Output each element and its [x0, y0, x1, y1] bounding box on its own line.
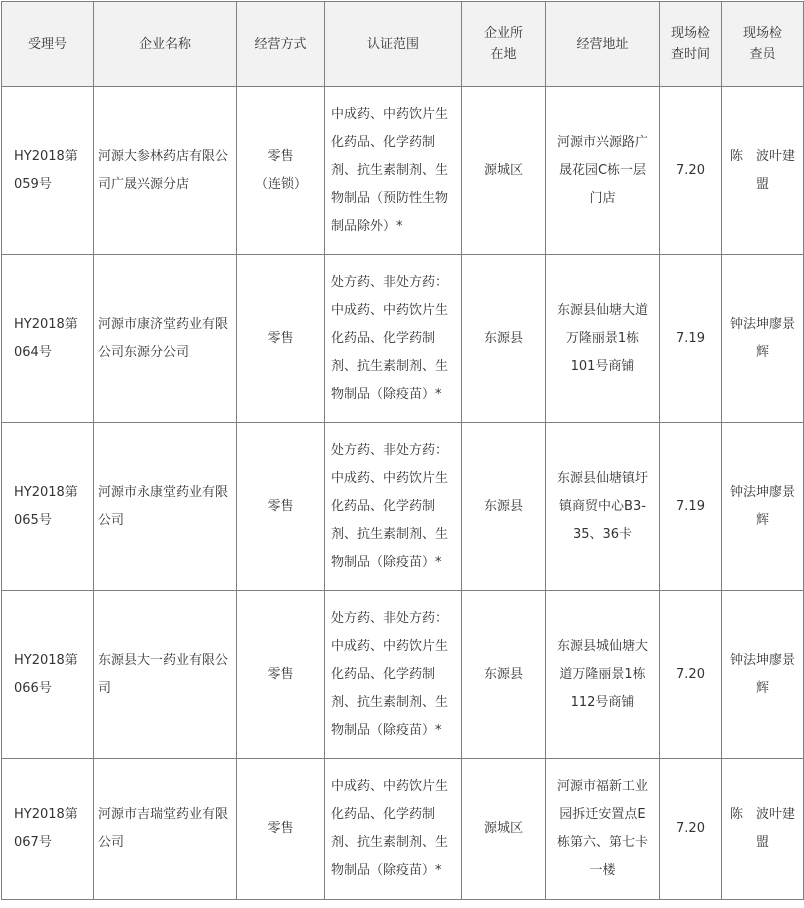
cell-scope: 处方药、非处方药：中成药、中药饮片生化药品、化学药制剂、抗生素制剂、生物制品（除疫苗）* [325, 423, 462, 591]
cell-id: HY2018第067号 [2, 759, 94, 900]
cell-inspector: 钟法坤廖景辉 [722, 255, 804, 423]
table-row [2, 87, 804, 255]
cell-id: HY2018第064号 [2, 255, 94, 423]
cell-inspector: 钟法坤廖景辉 [722, 591, 804, 759]
cell-scope: 中成药、中药饮片生化药品、化学药制剂、抗生素制剂、生物制品（除疫苗）* [325, 759, 462, 900]
cell-mode: 零售 [237, 759, 325, 900]
cell-scope: 中成药、中药饮片生化药品、化学药制剂、抗生素制剂、生物制品（预防性生物制品除外）* [325, 87, 462, 255]
header-address: 经营地址 [546, 2, 660, 87]
cell-name: 东源县大一药业有限公司 [94, 591, 237, 759]
cell-region: 源城区 [462, 759, 546, 900]
cell-region: 东源县 [462, 591, 546, 759]
header-scope: 认证范围 [325, 2, 462, 87]
cell-id: HY2018第066号 [2, 591, 94, 759]
cell-name: 河源市吉瑞堂药业有限公司 [94, 759, 237, 900]
cell-date: 7.20 [660, 591, 722, 759]
inspection-table [1, 1, 804, 900]
cell-inspector: 陈 波叶建盟 [722, 759, 804, 900]
cell-mode: 零售（连锁） [237, 87, 325, 255]
cell-date: 7.20 [660, 87, 722, 255]
header-mode: 经营方式 [237, 2, 325, 87]
cell-region: 东源县 [462, 255, 546, 423]
cell-inspector: 陈 波叶建盟 [722, 87, 804, 255]
cell-id: HY2018第059号 [2, 87, 94, 255]
cell-name: 河源市永康堂药业有限公司 [94, 423, 237, 591]
header-date: 现场检查时间 [660, 2, 722, 87]
cell-mode: 零售 [237, 255, 325, 423]
table-row [2, 591, 804, 759]
cell-date: 7.20 [660, 759, 722, 900]
cell-address: 河源市兴源路广晟花园C栋一层门店 [546, 87, 660, 255]
cell-date: 7.19 [660, 255, 722, 423]
cell-mode: 零售 [237, 423, 325, 591]
cell-region: 源城区 [462, 87, 546, 255]
cell-name: 河源大参林药店有限公司广晟兴源分店 [94, 87, 237, 255]
table-row [2, 255, 804, 423]
header-region: 企业所在地 [462, 2, 546, 87]
cell-scope: 处方药、非处方药：中成药、中药饮片生化药品、化学药制剂、抗生素制剂、生物制品（除疫苗）* [325, 255, 462, 423]
header-id: 受理号 [2, 2, 94, 87]
cell-region: 东源县 [462, 423, 546, 591]
cell-address: 东源县城仙塘大道万隆丽景1栋112号商铺 [546, 591, 660, 759]
cell-inspector: 钟法坤廖景辉 [722, 423, 804, 591]
table-row [2, 423, 804, 591]
header-name: 企业名称 [94, 2, 237, 87]
cell-mode: 零售 [237, 591, 325, 759]
header-row [2, 2, 804, 87]
header-inspector: 现场检查员 [722, 2, 804, 87]
cell-address: 东源县仙塘大道万隆丽景1栋101号商铺 [546, 255, 660, 423]
cell-address: 河源市福新工业园拆迁安置点E栋第六、第七卡一楼 [546, 759, 660, 900]
table-row [2, 759, 804, 900]
cell-scope: 处方药、非处方药：中成药、中药饮片生化药品、化学药制剂、抗生素制剂、生物制品（除疫苗）* [325, 591, 462, 759]
cell-address: 东源县仙塘镇圩镇商贸中心B3-35、36卡 [546, 423, 660, 591]
cell-name: 河源市康济堂药业有限公司东源分公司 [94, 255, 237, 423]
cell-date: 7.19 [660, 423, 722, 591]
cell-id: HY2018第065号 [2, 423, 94, 591]
